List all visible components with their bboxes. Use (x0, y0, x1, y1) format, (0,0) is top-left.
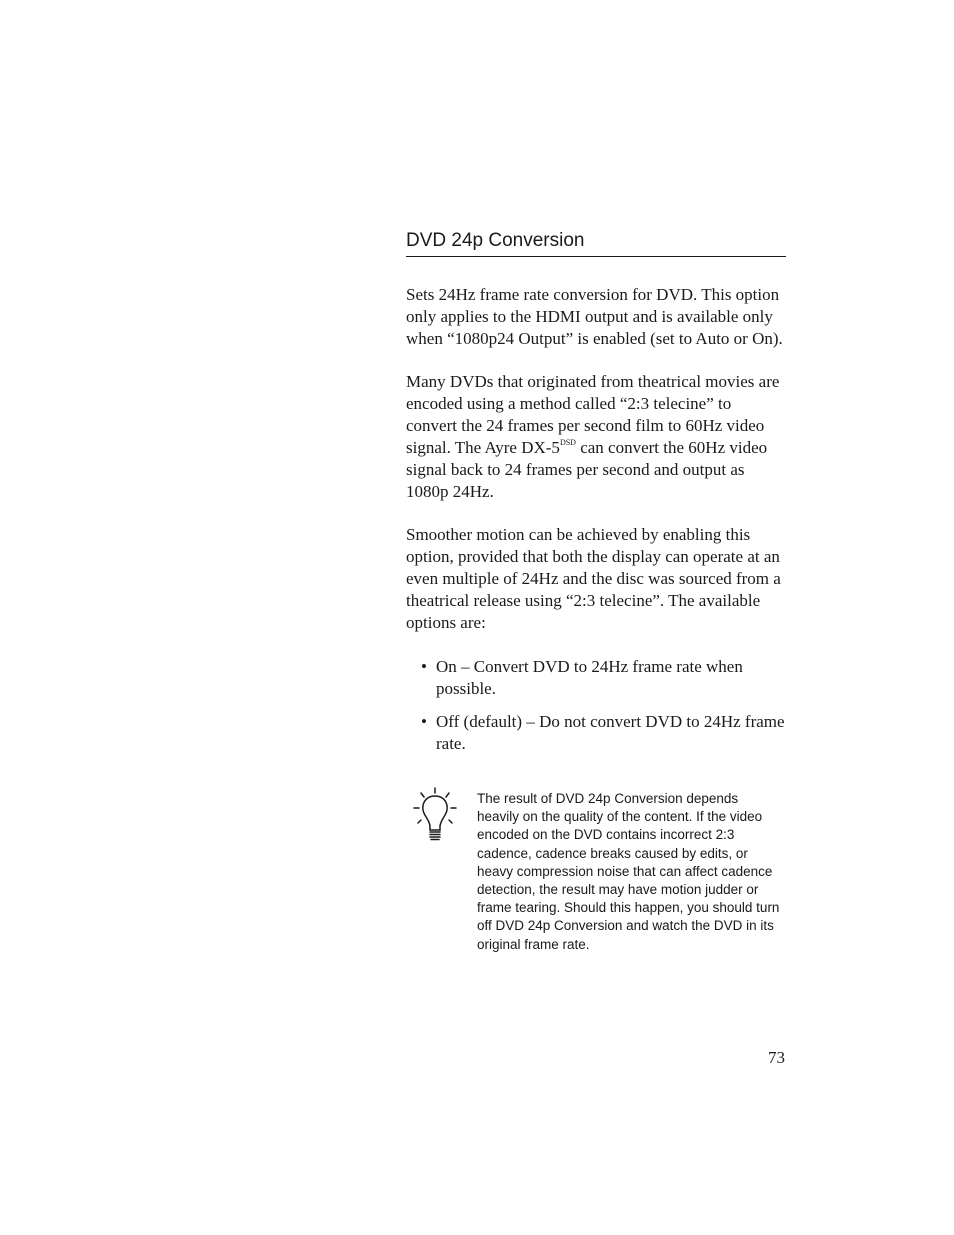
page-number: 73 (768, 1048, 785, 1067)
list-item (406, 656, 786, 700)
option-on-text: On – Convert DVD to 24Hz frame rate when possible. (436, 657, 743, 698)
telecine-text-start: Many DVDs that originated from theatrical movies are encoded using a method called “2:3 telecine” to convert the 24 frames per second film to 60Hz video signal. The Ayre DX-5 (406, 372, 780, 457)
section-heading: DVD 24p Conversion (406, 229, 786, 257)
telecine-text-end: can convert the 60Hz video signal back to 24 frames per second and output as 1080p 24Hz. (406, 438, 768, 501)
list-item (406, 711, 786, 755)
lightbulb-icon (410, 786, 460, 846)
option-off-text: Off (default) – Do not convert DVD to 24Hz frame rate. (436, 712, 785, 753)
dsd-superscript: DSD (559, 438, 576, 447)
bullet-icon: • (421, 657, 427, 676)
telecine-paragraph (406, 371, 786, 503)
smoother-motion-paragraph: Smoother motion can be achieved by enabling this option, provided that both the display can operate at an even multiple of 24Hz and the disc was sourced from a theatrical release using “2:3 telecine”. The available options are: (406, 525, 781, 632)
intro-paragraph: Sets 24Hz frame rate conversion for DVD. This option only applies to the HDMI output and is available only when “1080p24 Output” is enabled (set to Auto or On). (406, 285, 783, 348)
tip-text: The result of DVD 24p Conversion depends heavily on the quality of the content. If the video encoded on the DVD contains incorrect 2:3 cadence, cadence breaks caused by edits, or heavy compression noise that can affect cadence detection, the result may have motion judder or frame tearing. Should this happen, you should turn off DVD 24p Conversion and watch the DVD in its original frame rate. (477, 791, 780, 952)
bullet-icon: • (421, 712, 427, 731)
settings-section (406, 229, 786, 755)
options-list (406, 656, 786, 755)
